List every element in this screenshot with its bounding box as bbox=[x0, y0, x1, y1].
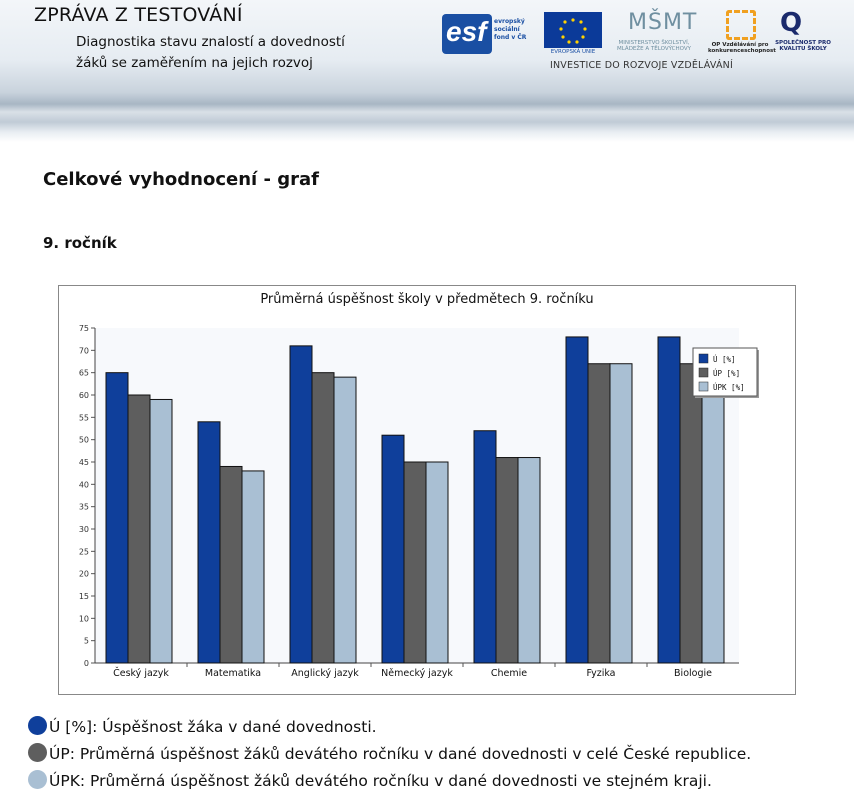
legend-swatch bbox=[699, 368, 708, 377]
eu-flag-logo bbox=[544, 8, 602, 58]
y-tick-label: 40 bbox=[78, 480, 89, 490]
bar-upk bbox=[610, 364, 632, 663]
op-vk-logo-caption: OP Vzdělávání pro konkurenceschopnost bbox=[708, 42, 776, 54]
legend-swatch bbox=[699, 382, 708, 391]
y-tick-label: 45 bbox=[78, 458, 89, 467]
msmt-logo bbox=[606, 8, 702, 58]
legend-up-swatch-icon bbox=[28, 743, 47, 762]
x-category-label: Matematika bbox=[204, 668, 262, 679]
msmt-logo-caption: MINISTERSTVO ŠKOLSTVÍ, MLÁDEŽE A TĚLOVÝCHOVY bbox=[617, 40, 691, 52]
chart-frame bbox=[58, 285, 796, 695]
bar-up bbox=[404, 462, 426, 663]
msmt-logo-text: MŠMT bbox=[628, 10, 698, 35]
legend-note-upk bbox=[28, 770, 712, 790]
y-tick-label: 65 bbox=[78, 368, 89, 378]
bar-u bbox=[106, 373, 128, 663]
y-tick-label: 35 bbox=[78, 502, 89, 512]
bar-upk bbox=[426, 462, 448, 663]
quality-school-logo bbox=[772, 8, 834, 58]
y-tick-label: 70 bbox=[78, 346, 89, 356]
legend-upk-swatch-icon bbox=[28, 770, 47, 789]
eu-stars-icon bbox=[544, 12, 602, 52]
bar-up bbox=[496, 458, 518, 663]
y-tick-label: 75 bbox=[78, 324, 89, 333]
y-tick-label: 30 bbox=[78, 525, 89, 534]
y-tick-label: 20 bbox=[78, 569, 89, 579]
y-tick-label: 5 bbox=[83, 636, 89, 646]
y-tick-label: 10 bbox=[78, 614, 89, 624]
legend-note-up bbox=[28, 743, 751, 763]
bar-up bbox=[312, 373, 334, 663]
y-tick-label: 55 bbox=[78, 413, 89, 423]
legend-note-u bbox=[28, 716, 377, 736]
bar-upk bbox=[702, 364, 724, 663]
quality-q-icon: Q bbox=[780, 8, 803, 38]
grade-label: 9. ročník bbox=[43, 234, 117, 252]
x-category-label: Německý jazyk bbox=[381, 668, 453, 679]
y-tick-label: 0 bbox=[83, 659, 89, 668]
y-tick-label: 60 bbox=[78, 391, 89, 400]
bar-u bbox=[198, 422, 220, 663]
op-vk-logo bbox=[708, 8, 776, 58]
legend-note-up-text: ÚP: Průměrná úspěšnost žáků devátého ročníku v dané dovednosti v celé České republice. bbox=[49, 745, 752, 763]
bar-upk bbox=[334, 377, 356, 663]
bar-upk bbox=[518, 458, 540, 663]
bar-up bbox=[588, 364, 610, 663]
y-tick-label: 25 bbox=[78, 547, 89, 557]
x-category-label: Biologie bbox=[674, 668, 712, 679]
bar-u bbox=[290, 346, 312, 663]
bar-u bbox=[474, 431, 496, 663]
legend-swatch bbox=[699, 354, 708, 363]
esf-logo bbox=[442, 8, 536, 58]
x-category-label: Anglický jazyk bbox=[291, 668, 359, 679]
quality-school-caption: SPOLEČNOST PRO KVALITU ŠKOLY bbox=[775, 40, 831, 52]
x-category-label: Český jazyk bbox=[113, 668, 169, 679]
bar-up bbox=[220, 466, 242, 663]
legend-entry-label: ÚP [%] bbox=[713, 369, 741, 378]
bar-upk bbox=[242, 471, 264, 663]
bar-chart bbox=[59, 286, 795, 694]
bar-u bbox=[382, 435, 404, 663]
legend-entry-label: Ú [%] bbox=[713, 355, 736, 364]
bar-up bbox=[128, 395, 150, 663]
section-title: Celkové vyhodnocení - graf bbox=[43, 169, 319, 190]
x-category-label: Fyzika bbox=[586, 668, 616, 679]
investice-slogan: INVESTICE DO ROZVOJE VZDĚLÁVÁNÍ bbox=[550, 60, 733, 71]
eu-logo-caption: EVROPSKÁ UNIE bbox=[550, 49, 596, 55]
chart-title: Průměrná úspěšnost školy v předmětech 9. ročníku bbox=[260, 292, 594, 307]
bar-up bbox=[680, 364, 702, 663]
report-subtitle-line2: žáků se zaměřením na jejich rozvoj bbox=[76, 55, 313, 71]
x-category-label: Chemie bbox=[490, 668, 528, 679]
sponsor-logos bbox=[440, 8, 840, 78]
y-tick-label: 50 bbox=[78, 435, 89, 445]
report-subtitle-line1: Diagnostika stavu znalostí a dovedností bbox=[76, 34, 345, 50]
legend-u-swatch-icon bbox=[28, 716, 47, 735]
esf-logo-caption: evropský sociální fond v ČR bbox=[494, 18, 527, 41]
report-header bbox=[0, 0, 854, 142]
legend-entry-label: ÚPK [%] bbox=[713, 383, 745, 392]
bar-u bbox=[658, 337, 680, 663]
y-tick-label: 15 bbox=[78, 592, 89, 601]
bar-u bbox=[566, 337, 588, 663]
report-title: ZPRÁVA Z TESTOVÁNÍ bbox=[34, 4, 243, 26]
legend-note-u-text: Ú [%]: Úspěšnost žáka v dané dovednosti. bbox=[49, 718, 377, 736]
legend-note-upk-text: ÚPK: Průměrná úspěšnost žáků devátého ročníku v dané dovednosti ve stejném kraji. bbox=[49, 772, 712, 790]
esf-logo-text: esf bbox=[446, 16, 487, 47]
bar-upk bbox=[150, 399, 172, 663]
